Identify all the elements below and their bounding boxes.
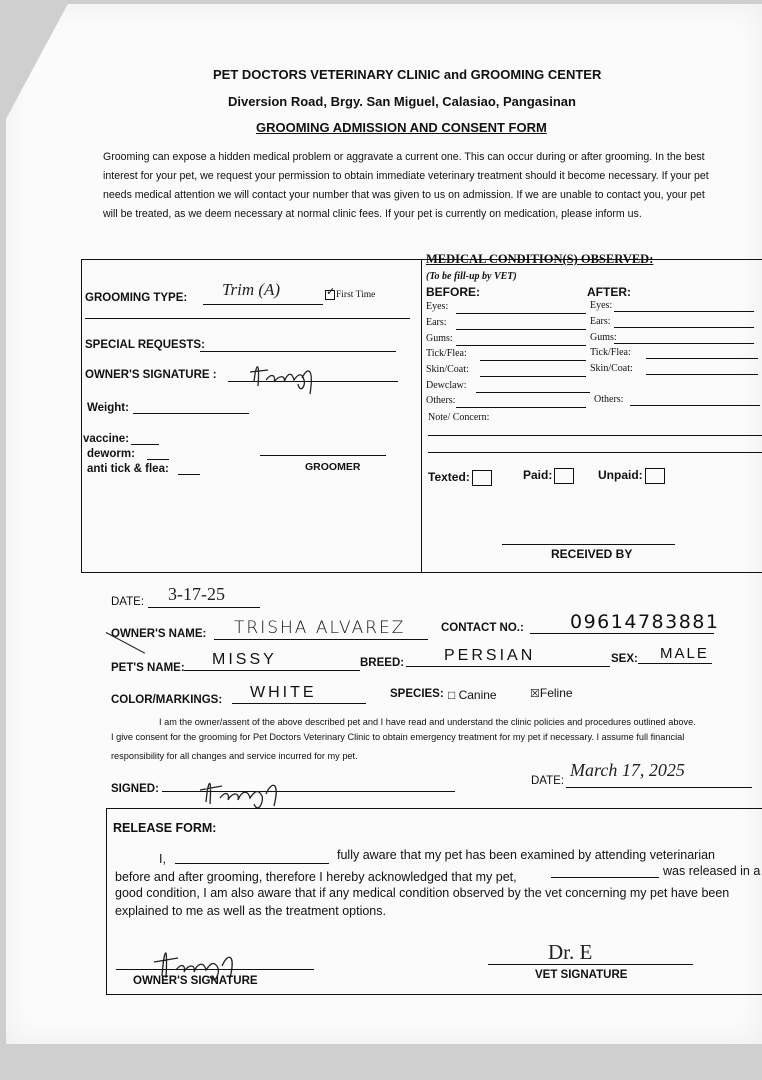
after-item-line[interactable] xyxy=(646,358,758,359)
vet-sig-line xyxy=(488,964,693,965)
paid-label: Paid: xyxy=(523,468,553,483)
unpaid-box[interactable] xyxy=(645,468,665,484)
breed-label: BREED: xyxy=(360,657,405,669)
release-title: RELEASE FORM: xyxy=(113,821,217,835)
note-line-2 xyxy=(428,452,762,453)
before-item-label: Tick/Flea: xyxy=(426,348,467,359)
vaccine-line xyxy=(131,444,159,445)
color-line xyxy=(232,703,366,704)
form-title: GROOMING ADMISSION AND CONSENT FORM xyxy=(256,120,547,135)
before-item-line[interactable] xyxy=(456,313,586,314)
before-item-line[interactable] xyxy=(456,407,586,408)
vet-signature-value[interactable]: Dr. E xyxy=(548,940,593,964)
signed-label: SIGNED: xyxy=(111,783,159,795)
feline-check-icon: ☒ xyxy=(530,688,540,700)
date-value[interactable]: 3-17-25 xyxy=(168,584,225,604)
date-label: DATE: xyxy=(111,596,145,608)
color-value[interactable]: WHITE xyxy=(250,684,317,701)
deworm-label: deworm: xyxy=(87,448,135,460)
pet-name-label: PET'S NAME: xyxy=(111,662,185,674)
paid-box[interactable] xyxy=(554,468,574,484)
grooming-type-label: GROOMING TYPE: xyxy=(85,292,188,304)
before-item-label: Gums: xyxy=(426,333,453,344)
release-l2a: before and after grooming, therefore I hereby acknowledged that my pet, xyxy=(115,870,517,884)
consent-date-label: DATE: xyxy=(531,775,565,787)
pet-name-line xyxy=(184,670,360,671)
date-line xyxy=(148,607,260,608)
release-l1b: fully aware that my pet has been examined by attending veterinarian xyxy=(337,848,716,862)
texted-checkbox[interactable] xyxy=(428,470,492,486)
after-label: AFTER: xyxy=(587,285,631,299)
grooming-type-line xyxy=(203,304,323,305)
consent-date-line xyxy=(566,787,752,788)
texted-label: Texted: xyxy=(428,470,470,485)
before-label: BEFORE: xyxy=(426,285,480,299)
weight-label: Weight: xyxy=(87,402,129,414)
medical-subtitle: (To be fill-up by VET) xyxy=(426,271,517,282)
before-item-label: Ears: xyxy=(426,317,447,328)
vet-sig-label: VET SIGNATURE xyxy=(535,969,628,981)
feline-label: Feline xyxy=(539,686,573,700)
owner-name-value[interactable]: TRISHA ALVAREZ xyxy=(234,618,406,638)
after-item-label: Ears: xyxy=(590,316,611,327)
antitick-line xyxy=(178,474,200,475)
before-item-line[interactable] xyxy=(456,345,586,346)
antitick-label: anti tick & flea: xyxy=(87,463,169,475)
after-item-label: Gums: xyxy=(590,332,617,343)
medical-title: MEDICAL CONDITION(S) OBSERVED: xyxy=(426,252,654,266)
before-item-line[interactable] xyxy=(480,376,586,377)
release-owner-sig-line xyxy=(116,969,314,970)
after-item-line[interactable] xyxy=(614,327,754,328)
intro-paragraph: Grooming can expose a hidden medical problem or aggravate a current one. This can occur during or after grooming. In the best interest for your pet, we request your permission to obtain immediate veterinary treatment should it become necessary. If your pet needs medical attention we will contact your number that was given to us on admission. If we are unable to contact you, your pet will be treated, as we deem necessary at normal clinic fees. If your pet is currently on medication, please inform us. xyxy=(103,151,709,220)
breed-value[interactable]: PERSIAN xyxy=(444,647,536,664)
before-item-line[interactable] xyxy=(456,329,586,330)
before-item-line[interactable] xyxy=(476,392,590,393)
consent-line-3: responsibility for all changes and service incurred for my pet. xyxy=(111,751,358,761)
first-time-checkbox[interactable] xyxy=(325,286,376,301)
release-l1a: I, xyxy=(159,852,166,866)
contact-line xyxy=(530,633,714,634)
grooming-extra-line xyxy=(85,318,410,319)
unpaid-checkbox[interactable] xyxy=(598,468,665,484)
after-item-label: Others: xyxy=(594,394,624,405)
before-item-label: Eyes: xyxy=(426,301,449,312)
first-time-check-icon[interactable]: ✓ xyxy=(326,286,336,298)
folded-corner xyxy=(0,0,70,130)
consent-line-2: I give consent for the grooming for Pet Doctors Veterinary Clinic to obtain emergency treatment for my pet if necessary. I assume full financial xyxy=(111,732,685,742)
release-l4: explained to me as well as the treatment options. xyxy=(115,904,386,918)
sex-line xyxy=(638,663,712,664)
special-requests-label: SPECIAL REQUESTS: xyxy=(85,339,205,351)
texted-box[interactable] xyxy=(472,470,492,486)
before-item-label: Dewclaw: xyxy=(426,380,467,391)
paid-checkbox[interactable] xyxy=(523,468,574,484)
owner-signature-scribble-icon xyxy=(246,352,326,398)
contact-value[interactable]: 09614783881 xyxy=(570,611,720,633)
first-time-label: First Time xyxy=(336,290,376,301)
sex-value[interactable]: MALE xyxy=(660,645,709,662)
received-by-line xyxy=(502,544,675,545)
owner-name-label: OWNER'S NAME: xyxy=(111,628,207,640)
owner-signature-label: OWNER'S SIGNATURE : xyxy=(85,369,217,381)
consent-date-value[interactable]: March 17, 2025 xyxy=(570,760,685,780)
clinic-name: PET DOCTORS VETERINARY CLINIC and GROOMING CENTER xyxy=(213,67,602,82)
after-item-line[interactable] xyxy=(614,311,754,312)
breed-line xyxy=(406,666,610,667)
note-label: Note/ Concern: xyxy=(428,412,490,423)
release-l3: good condition, I am also aware that if any medical condition observed by the vet concerning my pet have been xyxy=(115,886,730,900)
after-item-label: Tick/Flea: xyxy=(590,347,631,358)
grooming-type-value[interactable]: Trim (A) xyxy=(222,280,281,299)
release-owner-sig-label: OWNER'S SIGNATURE xyxy=(133,975,258,987)
before-item-label: Skin/Coat: xyxy=(426,364,469,375)
unpaid-label: Unpaid: xyxy=(598,468,643,483)
species-label: SPECIES: xyxy=(390,688,444,700)
received-by-label: RECEIVED BY xyxy=(551,547,633,561)
groomer-label: GROOMER xyxy=(305,461,361,473)
owner-name-line xyxy=(214,639,428,640)
color-label: COLOR/MARKINGS: xyxy=(111,694,223,706)
release-pet-blank[interactable] xyxy=(551,877,659,878)
weight-line xyxy=(133,413,249,414)
release-l2b: was released in a xyxy=(663,864,761,878)
before-item-label: Others: xyxy=(426,395,456,406)
sex-label: SEX: xyxy=(611,653,638,665)
note-line-1 xyxy=(428,435,762,436)
pet-name-value[interactable]: MISSY xyxy=(212,651,277,668)
consent-line-1: I am the owner/assent of the above described pet and I have read and understand the clinic policies and procedures outlined above. xyxy=(159,717,696,727)
vaccine-label: vaccine: xyxy=(83,433,130,445)
signed-signature-icon xyxy=(196,770,296,810)
feline-option[interactable] xyxy=(530,686,573,700)
after-item-line[interactable] xyxy=(630,405,760,406)
canine-option[interactable]: □ Canine xyxy=(448,688,497,702)
after-item-line[interactable] xyxy=(614,343,754,344)
after-item-line[interactable] xyxy=(646,374,758,375)
contact-label: CONTACT NO.: xyxy=(441,622,524,634)
after-item-label: Skin/Coat: xyxy=(590,363,633,374)
groomer-line xyxy=(260,455,386,456)
after-item-label: Eyes: xyxy=(590,300,613,311)
before-item-line[interactable] xyxy=(480,360,586,361)
release-owner-blank[interactable] xyxy=(175,863,329,864)
clinic-address: Diversion Road, Brgy. San Miguel, Calasiao, Pangasinan xyxy=(228,94,576,109)
column-divider xyxy=(421,259,422,572)
deworm-line xyxy=(147,459,169,460)
